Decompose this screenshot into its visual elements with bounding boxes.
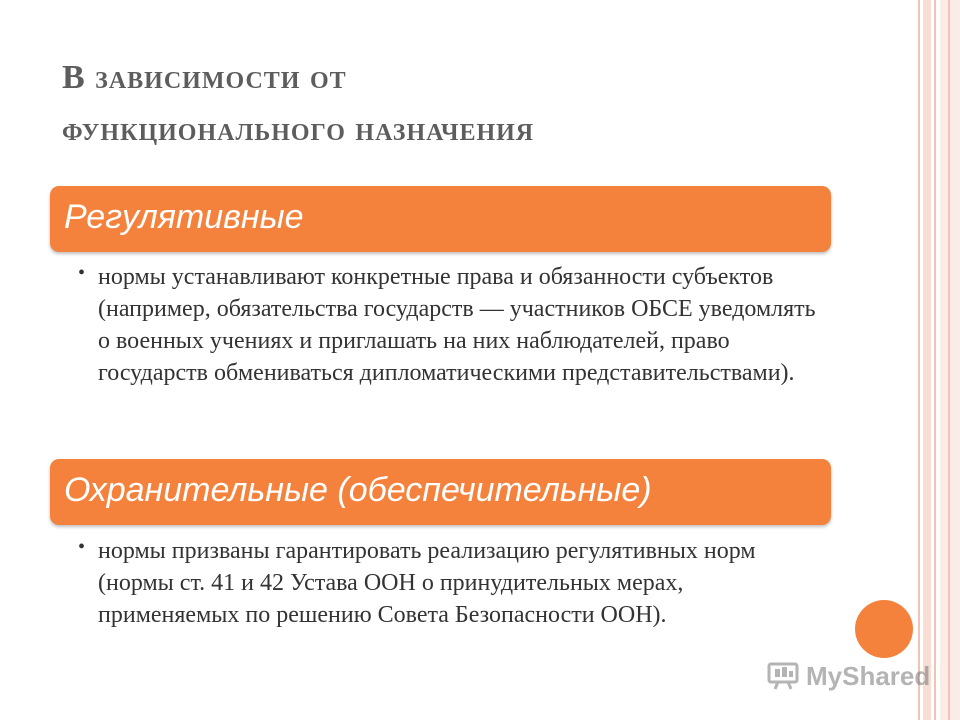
decorative-stripe [948,0,950,720]
section-body-text: нормы устанавливают конкретные права и обязанности субъектов (например, обязательства государств — участников ОБСЕ уведомлять о военных учениях и приглашать на них наблюдателей, право государств обмениваться дипломатическими представительствами). [98,264,816,386]
section-header-label: Охранительные (обеспечительные) [64,471,652,509]
section-body-regulative [78,261,818,389]
decorative-stripe [940,0,960,720]
decorative-stripe [918,0,920,720]
slide-title-line-1: В зависимости от [62,59,347,96]
watermark [766,658,930,694]
decorative-stripe [923,0,931,720]
slide-title [62,52,862,156]
watermark-text: MyShared [806,660,931,691]
bullet-icon: • [78,536,86,558]
section-header-label: Регулятивные [64,198,304,236]
section-body-text: нормы призваны гарантировать реализацию регулятивных норм (нормы ст. 41 и 42 Устава ООН о принудительных мерах, применяемых по решению Совета Безопасности ООН). [98,538,756,628]
bullet-icon: • [78,262,86,284]
slide-title-line-2: функционального назначения [62,111,535,148]
decorative-circle [855,600,913,658]
myshared-logo-icon [766,661,800,691]
section-header-protective [50,459,831,525]
section-body-protective [78,535,818,631]
decorative-stripe [934,0,936,720]
section-header-regulative [50,186,831,252]
